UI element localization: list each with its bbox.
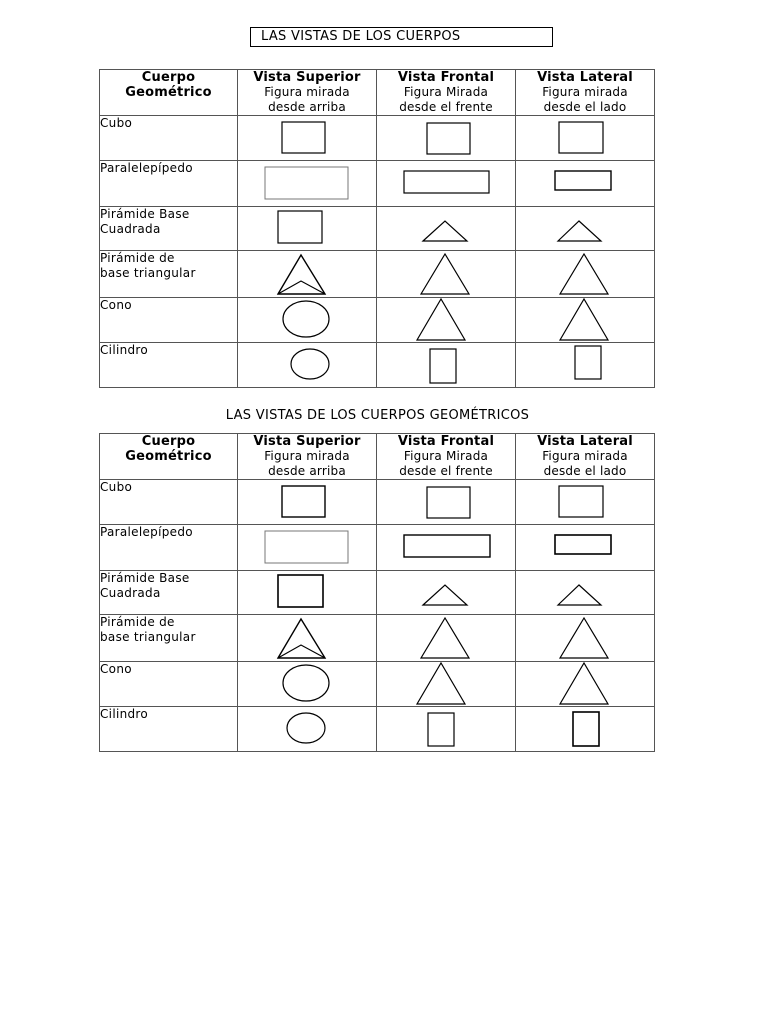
table-row bbox=[100, 161, 655, 207]
top-view-cell bbox=[238, 161, 377, 207]
table-row bbox=[100, 525, 655, 571]
wide-rectangle-icon bbox=[377, 525, 516, 571]
circle-icon bbox=[238, 298, 377, 343]
table-row bbox=[100, 707, 655, 752]
flat-triangle-icon bbox=[516, 207, 655, 251]
front-view-cell bbox=[377, 480, 516, 525]
front-view-cell bbox=[377, 615, 516, 662]
body-name: Pirámide Base Cuadrada bbox=[100, 207, 238, 251]
top-view-cell bbox=[238, 615, 377, 662]
front-view-cell bbox=[377, 343, 516, 388]
triangle-icon bbox=[377, 298, 516, 343]
table-row bbox=[100, 571, 655, 615]
table-row bbox=[100, 116, 655, 161]
side-view-cell bbox=[516, 207, 655, 251]
header-side-view: Vista Lateral Figura mirada desde el lado bbox=[516, 434, 655, 480]
header-front-view: Vista Frontal Figura Mirada desde el frente bbox=[377, 70, 516, 116]
square-icon bbox=[238, 571, 377, 615]
square-icon bbox=[238, 207, 377, 251]
body-name: Paralelepípedo bbox=[100, 161, 238, 207]
tall-rectangle-icon bbox=[377, 707, 516, 752]
top-view-cell bbox=[238, 480, 377, 525]
top-view-cell bbox=[238, 207, 377, 251]
flat-triangle-icon bbox=[377, 207, 516, 251]
tall-rectangle-icon bbox=[516, 707, 655, 752]
flat-triangle-icon bbox=[516, 571, 655, 615]
table-row bbox=[100, 251, 655, 298]
top-view-cell bbox=[238, 343, 377, 388]
header-body: Cuerpo Geométrico bbox=[100, 70, 238, 116]
front-view-cell bbox=[377, 571, 516, 615]
top-view-cell bbox=[238, 571, 377, 615]
front-view-cell bbox=[377, 161, 516, 207]
body-name: Pirámide de base triangular bbox=[100, 615, 238, 662]
tall-rectangle-icon bbox=[516, 343, 655, 388]
triangle-with-inner-edges-icon bbox=[238, 251, 377, 298]
header-front-view: Vista Frontal Figura Mirada desde el frente bbox=[377, 434, 516, 480]
table-row bbox=[100, 662, 655, 707]
triangle-with-inner-edges-icon bbox=[238, 615, 377, 662]
square-icon bbox=[516, 116, 655, 161]
body-name: Pirámide Base Cuadrada bbox=[100, 571, 238, 615]
side-view-cell bbox=[516, 116, 655, 161]
front-view-cell bbox=[377, 251, 516, 298]
side-view-cell bbox=[516, 525, 655, 571]
table-header-row bbox=[100, 70, 655, 116]
side-view-cell bbox=[516, 161, 655, 207]
table-row bbox=[100, 343, 655, 388]
wide-rectangle-icon bbox=[238, 161, 377, 207]
side-view-cell bbox=[516, 251, 655, 298]
side-view-cell bbox=[516, 480, 655, 525]
top-view-cell bbox=[238, 298, 377, 343]
front-view-cell bbox=[377, 207, 516, 251]
front-view-cell bbox=[377, 116, 516, 161]
square-icon bbox=[377, 116, 516, 161]
side-view-cell bbox=[516, 707, 655, 752]
triangle-icon bbox=[377, 251, 516, 298]
top-view-cell bbox=[238, 525, 377, 571]
front-view-cell bbox=[377, 525, 516, 571]
worksheet-title-boxed: LAS VISTAS DE LOS CUERPOS bbox=[250, 27, 553, 47]
triangle-icon bbox=[516, 615, 655, 662]
tall-rectangle-icon bbox=[377, 343, 516, 388]
side-view-cell bbox=[516, 571, 655, 615]
side-view-cell bbox=[516, 343, 655, 388]
body-name: Cono bbox=[100, 298, 238, 343]
triangle-icon bbox=[377, 662, 516, 707]
views-table-1 bbox=[99, 69, 655, 388]
triangle-icon bbox=[377, 615, 516, 662]
top-view-cell bbox=[238, 707, 377, 752]
body-name: Cono bbox=[100, 662, 238, 707]
circle-icon bbox=[238, 343, 377, 388]
front-view-cell bbox=[377, 707, 516, 752]
worksheet-title: LAS VISTAS DE LOS CUERPOS GEOMÉTRICOS bbox=[225, 408, 530, 423]
square-icon bbox=[516, 480, 655, 525]
body-name: Cubo bbox=[100, 116, 238, 161]
wide-rectangle-icon bbox=[238, 525, 377, 571]
circle-icon bbox=[238, 707, 377, 752]
circle-icon bbox=[238, 662, 377, 707]
table-row bbox=[100, 480, 655, 525]
header-top-view: Vista Superior Figura mirada desde arriba bbox=[238, 70, 377, 116]
header-side-view: Vista Lateral Figura mirada desde el lado bbox=[516, 70, 655, 116]
front-view-cell bbox=[377, 662, 516, 707]
body-name: Cubo bbox=[100, 480, 238, 525]
triangle-icon bbox=[516, 662, 655, 707]
table-row bbox=[100, 298, 655, 343]
table-row bbox=[100, 615, 655, 662]
flat-triangle-icon bbox=[377, 571, 516, 615]
top-view-cell bbox=[238, 116, 377, 161]
side-view-cell bbox=[516, 298, 655, 343]
header-top-view: Vista Superior Figura mirada desde arriba bbox=[238, 434, 377, 480]
body-name: Pirámide de base triangular bbox=[100, 251, 238, 298]
square-icon bbox=[238, 480, 377, 525]
body-name: Cilindro bbox=[100, 707, 238, 752]
square-icon bbox=[377, 480, 516, 525]
rectangle-icon bbox=[516, 161, 655, 207]
views-table-2 bbox=[99, 433, 655, 752]
side-view-cell bbox=[516, 615, 655, 662]
front-view-cell bbox=[377, 298, 516, 343]
top-view-cell bbox=[238, 662, 377, 707]
header-body: Cuerpo Geométrico bbox=[100, 434, 238, 480]
table-row bbox=[100, 207, 655, 251]
rectangle-icon bbox=[516, 525, 655, 571]
side-view-cell bbox=[516, 662, 655, 707]
body-name: Cilindro bbox=[100, 343, 238, 388]
top-view-cell bbox=[238, 251, 377, 298]
body-name: Paralelepípedo bbox=[100, 525, 238, 571]
table-header-row bbox=[100, 434, 655, 480]
triangle-icon bbox=[516, 298, 655, 343]
square-icon bbox=[238, 116, 377, 161]
triangle-icon bbox=[516, 251, 655, 298]
wide-rectangle-icon bbox=[377, 161, 516, 207]
